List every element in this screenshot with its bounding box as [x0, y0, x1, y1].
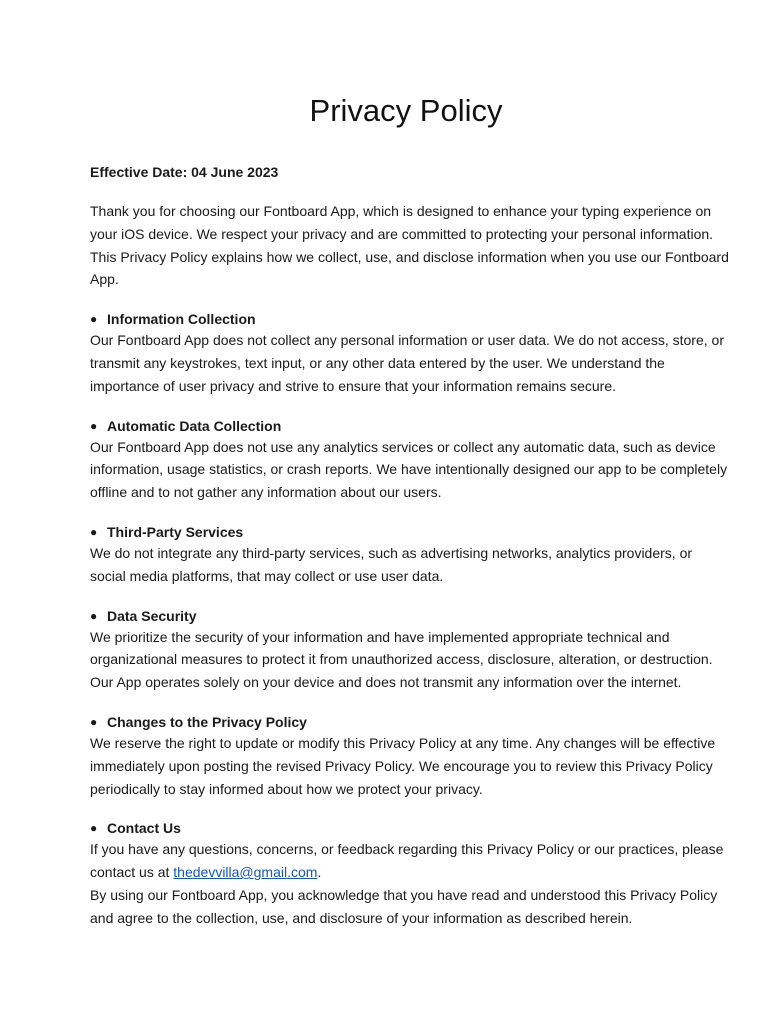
section-body: We prioritize the security of your information and have implemented appropriate technical and organizational measures to protect it from unauthorized access, disclosure, alteration, or destruction. Our App operates solely on your device and does not transmit any information over the internet. — [90, 628, 713, 691]
section-automatic-data-collection — [90, 417, 730, 504]
section-data-security — [90, 607, 730, 694]
bullet-icon: ● — [90, 418, 98, 433]
page-title: Privacy Policy — [309, 93, 503, 128]
bullet-icon: ● — [90, 524, 98, 539]
section-heading: Information Collection — [107, 311, 256, 328]
contact-text: If you have any questions, concerns, or feedback regarding this Privacy Policy or our practices, please contact us at — [90, 841, 724, 881]
section-heading: Data Security — [107, 607, 197, 624]
contact-text-end: . — [317, 864, 322, 881]
section-information-collection — [90, 310, 730, 397]
contact-email-link[interactable]: thedevvilla@gmail.com — [173, 864, 318, 881]
section-heading: Automatic Data Collection — [107, 417, 282, 434]
intro-paragraph: Thank you for choosing our Fontboard App, which is designed to enhance your typing experience on your iOS device. We respect your privacy and are committed to protecting your personal information. This Privacy Policy explains how we collect, use, and disclose information when you use our Fontboard App. — [90, 203, 729, 288]
section-body: Our Fontboard App does not use any analytics services or collect any automatic data, such as device information, usage statistics, or crash reports. We have intentionally designed our app to be completely offline and to not gather any information about our users. — [90, 438, 728, 501]
contact-paragraph — [90, 838, 730, 884]
document-page — [90, 0, 730, 930]
effective-date: Effective Date: 04 June 2023 — [90, 164, 279, 180]
bullet-icon: ● — [90, 821, 98, 836]
section-heading: Contact Us — [107, 820, 181, 837]
closing-paragraph: By using our Fontboard App, you acknowledge that you have read and understood this Privacy Policy and agree to the collection, use, and disclosure of your information as described herein. — [90, 886, 718, 926]
section-third-party-services — [90, 523, 730, 588]
section-body: We do not integrate any third-party services, such as advertising networks, analytics providers, or social media platforms, that may collect or use user data. — [90, 544, 693, 584]
bullet-icon: ● — [90, 312, 98, 327]
bullet-icon: ● — [90, 608, 98, 623]
section-changes-to-policy — [90, 713, 730, 800]
section-body: Our Fontboard App does not collect any personal information or user data. We do not access, store, or transmit any keystrokes, text input, or any other data entered by the user. We understand the importance of user privacy and strive to ensure that your information remains secure. — [90, 332, 724, 394]
section-heading: Changes to the Privacy Policy — [107, 713, 307, 730]
section-contact-us — [90, 819, 730, 929]
section-body: We reserve the right to update or modify this Privacy Policy at any time. Any changes will be effective immediately upon posting the revised Privacy Policy. We encourage you to review this Privacy Policy periodically to stay informed about how we protect your privacy. — [90, 734, 716, 797]
section-heading: Third-Party Services — [107, 523, 244, 540]
bullet-icon: ● — [90, 714, 98, 729]
